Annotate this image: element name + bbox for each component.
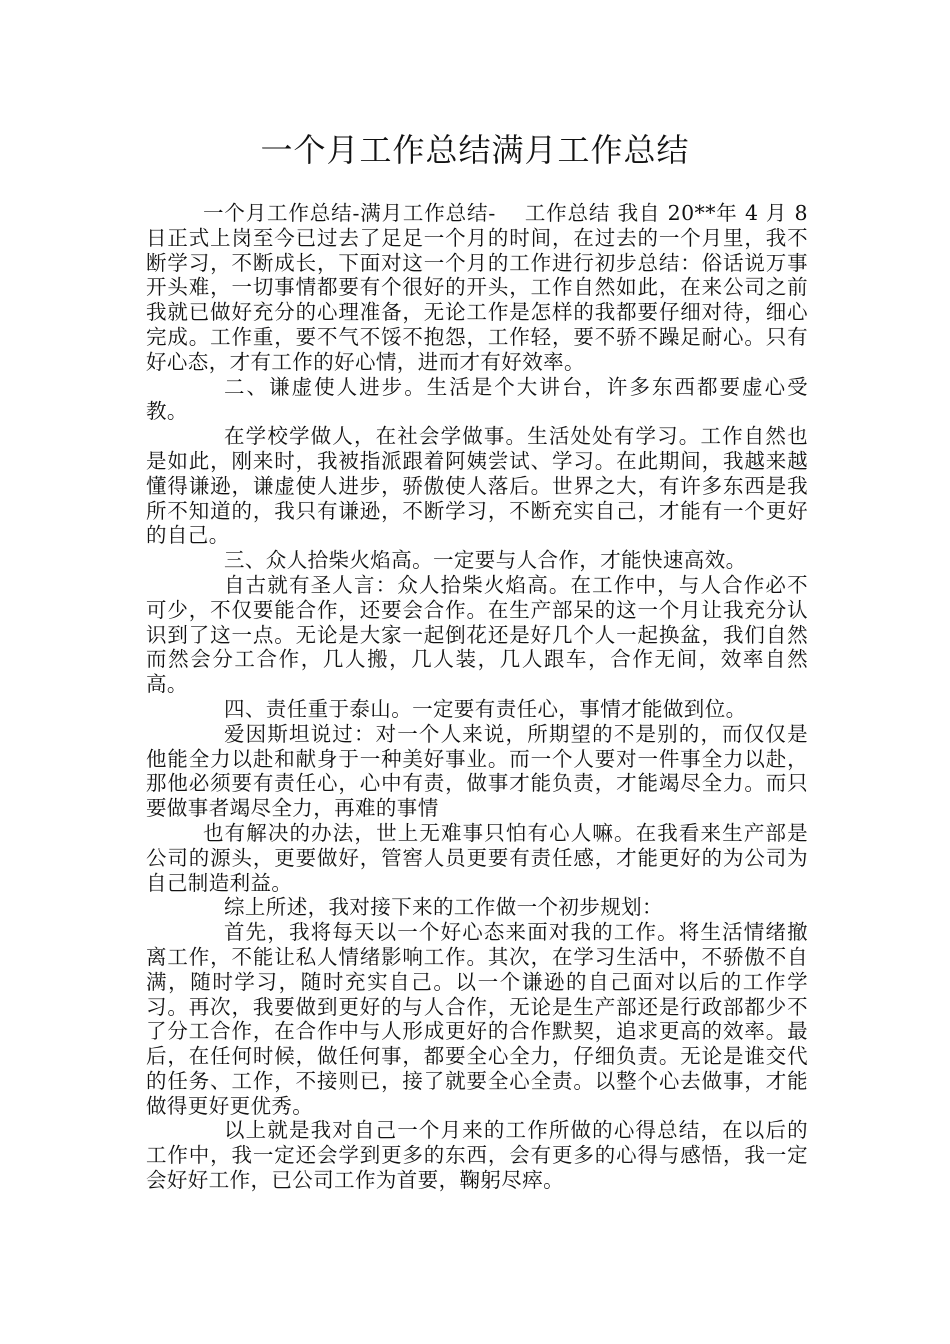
paragraph-conclusion: 以上就是我对自己一个月来的工作所做的心得总结，在以后的工作中，我一定还会学到更多的东西，会有更多的心得与感悟，我一定会好好工作，已公司工作为首要，鞠躬尽瘁。	[146, 1118, 808, 1193]
paragraph-intro: 一个月工作总结-满月工作总结- 工作总结 我自 20**年 4 月 8 日正式上岗至今已过去了足足一个月的时间，在过去的一个月里，我不断学习，不断成长，下面对这一个月的工作进行初步总结：俗话说万事开头难，一切事情都要有个很好的开头，工作自然如此，在来公司之前我就已做好充分的心理准备，无论工作是怎样的我都要仔细对待，细心完成。工作重，要不气不馁不抱怨，工作轻，要不骄不躁足耐心。只有好心态，才有工作的好心情，进而才有好效率。	[146, 201, 808, 374]
paragraph-responsibility-cont: 也有解决的办法，世上无难事只怕有心人嘛。在我看来生产部是公司的源头，更要做好，管窖人员更要有责任感，才能更好的为公司为自己制造利益。	[146, 820, 808, 895]
paragraph-summary-intro: 综上所述，我对接下来的工作做一个初步规划：	[224, 895, 663, 920]
paragraph-humility: 在学校学做人，在社会学做事。生活处处有学习。工作自然也是如此，刚来时，我被指派跟着阿姨尝试、学习。在此期间，我越来越懂得谦逊，谦虚使人进步，骄傲使人落后。世界之大，有许多东西是我所不知道的，我只有谦逊，不断学习，不断充实自己，才能有一个更好的自己。	[146, 424, 808, 548]
section-heading-4: 四、责任重于泰山。一定要有责任心，事情才能做到位。	[224, 696, 747, 721]
section-heading-3: 三、众人拾柴火焰高。一定要与人合作，才能快速高效。	[224, 548, 747, 573]
paragraph-plan: 首先，我将每天以一个好心态来面对我的工作。将生活情绪撤离工作，不能让私人情绪影响工作。其次，在学习生活中，不骄傲不自满，随时学习，随时充实自己。以一个谦逊的自己面对以后的工作学习。再次，我要做到更好的与人合作，无论是生产部还是行政部都少不了分工合作，在合作中与人形成更好的合作默契，追求更高的效率。最后，在任何时候，做任何事，都要全心全力，仔细负责。无论是谁交代的任务、工作，不接则已，接了就要全心全责。以整个心去做事，才能做得更好更优秀。	[146, 920, 808, 1118]
document-body	[146, 201, 808, 1193]
section-heading-2: 二、谦虚使人进步。生活是个大讲台，许多东西都要虚心受教。	[146, 374, 808, 424]
paragraph-teamwork: 自古就有圣人言：众人拾柴火焰高。在工作中，与人合作必不可少，不仅要能合作，还要会合作。在生产部呆的这一个月让我充分认识到了这一点。无论是大家一起倒花还是好几个人一起换盆，我们自然而然会分工合作，几人搬，几人装，几人跟车，合作无间，效率自然高。	[146, 572, 808, 697]
paragraph-responsibility: 爱因斯坦说过：对一个人来说，所期望的不是别的，而仅仅是他能全力以赴和献身于一种美好事业。而一个人要对一件事全力以赴，那他必须要有责任心，心中有责，做事才能负责，才能竭尽全力。而只要做事者竭尽全力，再难的事情	[146, 721, 808, 821]
document-title: 一个月工作总结满月工作总结	[260, 131, 690, 169]
